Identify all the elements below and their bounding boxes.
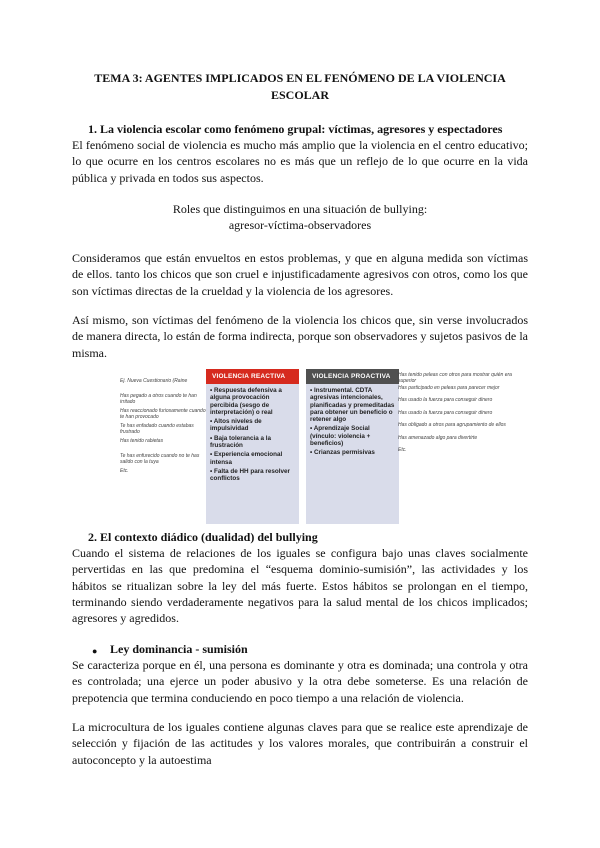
roles-line-2: agresor-víctima-observadores [228,218,372,232]
reactive-item: • Falta de HH para resolver conflictos [210,468,295,483]
right-note: Has obligado a otros para agrupamiento de ellos [398,422,506,428]
section-2-paragraph-3: La microcultura de los iguales contiene algunas claves para que se realice este aprendizaje de selección y fijación de las actitudes y los valores morales, que contribuirán a construir el autoconcepto y la autoestima [72,720,528,767]
right-note: Has tenido peleas con otros para mostrar quién era superior [398,372,512,384]
left-note: Te has enfadado cuando estabas frustrado [120,423,194,435]
left-note: Etc. [120,468,129,474]
section-2-heading: 2. El contexto diádico (dualidad) del bullying [88,530,318,544]
reactive-violence-box [206,369,299,524]
document-title: TEMA 3: AGENTES IMPLICADOS EN EL FENÓMENO DE LA VIOLENCIA ESCOLAR [94,71,506,102]
left-note: Te has enfurecido cuando no te has salido con la tuya [120,453,200,465]
section-1-paragraph-2: Consideramos que están envueltos en estos problemas, y que en alguna medida son víctimas de ellos. tanto los chicos que son cruel e injustificadamente agresivos con otros, como los que son víctimas directas de la crueldad y la violencia de los agresores. [72,251,528,298]
reactive-questionnaire-notes [120,378,208,483]
reactive-item: • Altos niveles de impulsividad [210,418,295,433]
left-note: Has tenido rabietas [120,438,164,444]
reactive-violence-header: VIOLENCIA REACTIVA [206,369,299,384]
proactive-violence-box [306,369,399,524]
roles-line-1: Roles que distinguimos en una situación de bullying: [172,202,428,216]
right-note: Has usado la fuerza para conseguir dinero [398,397,493,403]
section-1-paragraph-3: Así mismo, son víctimas del fenómeno de la violencia los chicos que, sin verse involucrados de manera directa, lo están de forma indirecta, porque son observadores y sujetos pasivos de la misma. [72,313,528,360]
proactive-item: • Crianzas permisivas [310,449,395,456]
proactive-questionnaire-notes [398,372,516,460]
left-note: Ej. Nueva Cuestionario (Raine [120,378,188,384]
proactive-item: • Aprendizaje Social (vínculo: violencia + beneficios) [310,425,395,447]
left-note: Has pegado a otros cuando te han irritado [120,393,197,405]
bullet-heading: Ley dominancia - sumisión [110,642,248,656]
reactive-item: • Experiencia emocional intensa [210,451,295,466]
right-note: Has amenazado algo para divertirte [398,434,478,441]
reactive-item: • Baja tolerancia a la frustración [210,435,295,450]
left-note: Has reaccionado furiosamente cuando te han provocado [120,408,206,420]
section-2-paragraph-2: Se caracteriza porque en él, una persona es dominante y otra es dominada; una controla y otra es controlada; una ejerce un poder abusivo y la otra debe someterse. Es una relación de prepotencia que termina conduciendo en poco tiempo a una relación de violencia. [72,658,528,705]
right-note: Has usado la fuerza para conseguir dinero [398,409,493,416]
proactive-item: • Instrumental. CDTA agresivas intencionales, planificadas y premeditadas para obtener un beneficio o retener algo [310,387,395,423]
proactive-violence-header: VIOLENCIA PROACTIVA [306,369,399,384]
section-1-heading: 1. La violencia escolar como fenómeno grupal: víctimas, agresores y espectadores [88,122,503,136]
violence-types-figure [116,360,516,526]
right-note: Has participado en peleas para parecer mejor [398,384,500,391]
bullet-dot-icon: ● [92,646,98,656]
right-note: Etc. [398,447,407,453]
section-1-paragraph-1: El fenómeno social de violencia es mucho más amplio que la violencia en el centro educativo; lo que ocurre en los centros escolares no es más que un reflejo de lo que ocurre en la vida pública y privada en todos sus aspectos. [72,138,528,185]
section-2-paragraph-1: Cuando el sistema de relaciones de los iguales se configura bajo unas claves socialmente pervertidas en las que predomina el “esquema dominio-sumisión”, las actividades y los hábitos se ritualizan sobre la ley del más fuerte. Estos hábitos se prolongan en el tiempo, terminando siendo verdaderamente negativos para la salud mental de los chicos implicados; agresores y agredidos. [72,546,528,626]
reactive-item: • Respuesta defensiva a alguna provocación percibida (sesgo de interpretación) o real [210,387,295,416]
